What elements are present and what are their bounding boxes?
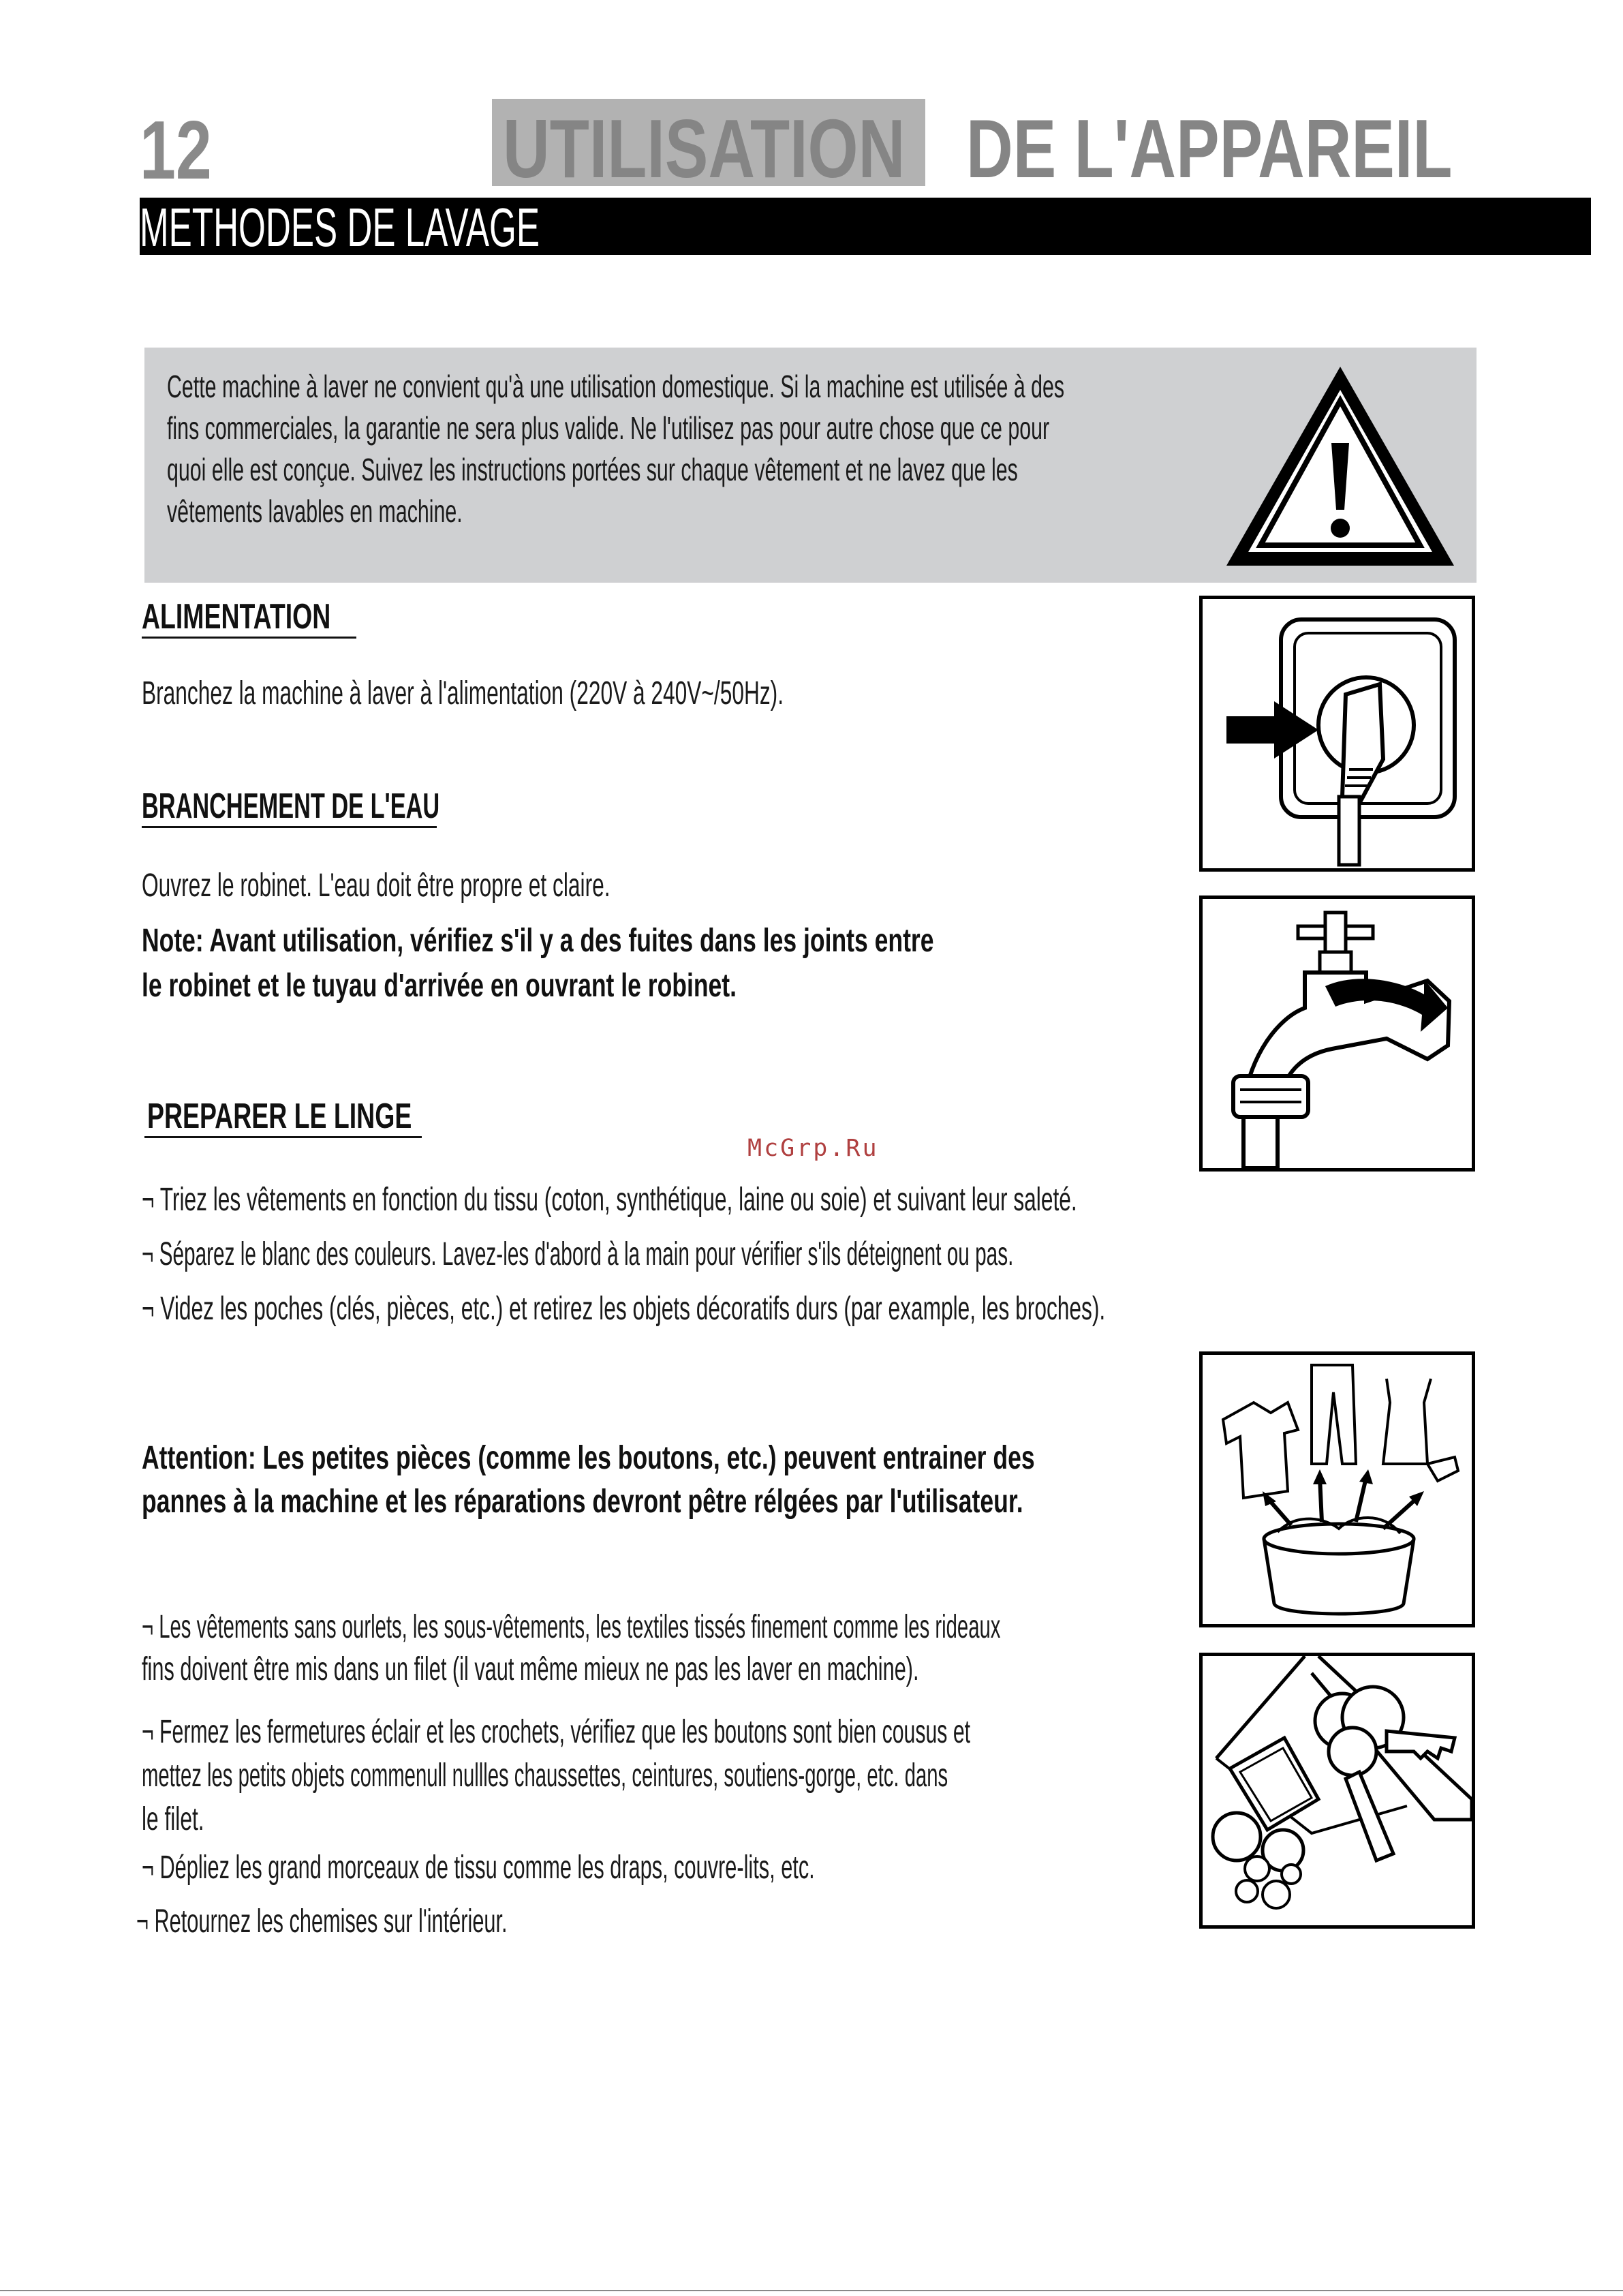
power-plug-illustration bbox=[1199, 596, 1475, 872]
attention-line: pannes à la machine et les réparations devront pêtre rélgées par l'utilisateur. bbox=[142, 1484, 1023, 1520]
warning-text-line: quoi elle est conçue. Suivez les instructions portées sur chaque vêtement et ne lavez que les bbox=[167, 452, 1018, 487]
keys-coins-icon bbox=[1203, 1656, 1472, 1925]
water-tap-illustration bbox=[1199, 896, 1475, 1172]
section-title: METHODES DE LAVAGE bbox=[140, 197, 540, 258]
warning-text-line: fins commerciales, la garantie ne sera plus valide. Ne l'utilisez pas pour autre chose que ce pour bbox=[167, 410, 1050, 446]
page-title-part2: DE L'APPAREIL bbox=[966, 102, 1453, 195]
warning-text-line: vêtements lavables en machine. bbox=[167, 493, 463, 529]
warning-triangle-icon bbox=[1221, 361, 1459, 572]
preparer-heading-underline bbox=[144, 1136, 422, 1138]
preparer-bullet-cont: fins doivent être mis dans un filet (il vaut même mieux ne pas les laver en machine). bbox=[142, 1651, 919, 1687]
warning-box bbox=[144, 348, 1477, 583]
pocket-items-illustration bbox=[1199, 1653, 1475, 1929]
branchement-note-line: le robinet et le tuyau d'arrivée en ouvrant le robinet. bbox=[142, 968, 737, 1004]
branchement-note-line: Note: Avant utilisation, vérifiez s'il y a des fuites dans les joints entre bbox=[142, 923, 934, 959]
preparer-bullet-cont: le filet. bbox=[142, 1801, 204, 1837]
preparer-bullet: ¬ Retournez les chemises sur l'intérieur. bbox=[136, 1903, 508, 1940]
watermark: McGrp.Ru bbox=[747, 1135, 879, 1162]
alimentation-heading: ALIMENTATION bbox=[142, 597, 331, 637]
power-plug-icon bbox=[1203, 599, 1472, 868]
warning-text-line: Cette machine à laver ne convient qu'à une utilisation domestique. Si la machine est utilisée à des bbox=[167, 369, 1065, 404]
page-number: 12 bbox=[140, 104, 212, 196]
branchement-heading-underline bbox=[142, 826, 437, 828]
alimentation-text: Branchez la machine à laver à l'alimentation (220V à 240V~/50Hz). bbox=[142, 675, 784, 711]
branchement-text: Ouvrez le robinet. L'eau doit être propre et claire. bbox=[142, 868, 610, 904]
alimentation-heading-underline bbox=[142, 637, 356, 639]
branchement-heading: BRANCHEMENT DE L'EAU bbox=[142, 786, 440, 826]
water-tap-icon bbox=[1203, 899, 1472, 1168]
attention-line: Attention: Les petites pièces (comme les boutons, etc.) peuvent entrainer des bbox=[142, 1440, 1035, 1476]
page-title-part1: UTILISATION bbox=[503, 102, 906, 195]
page-bottom-border bbox=[0, 2290, 1623, 2291]
preparer-bullet-cont: mettez les petits objets commenull nullles chaussettes, ceintures, soutiens-gorge, etc. dans bbox=[142, 1758, 948, 1794]
preparer-bullet: ¬ Dépliez les grand morceaux de tissu comme les draps, couvre-lits, etc. bbox=[142, 1850, 815, 1886]
preparer-bullet: ¬ Les vêtements sans ourlets, les sous-vêtements, les textiles tissés finement comme les rideaux bbox=[142, 1609, 1001, 1645]
preparer-bullet: ¬ Triez les vêtements en fonction du tissu (coton, synthétique, laine ou soie) et suivant leur saleté. bbox=[142, 1182, 1077, 1218]
preparer-bullet: ¬ Videz les poches (clés, pièces, etc.) et retirez les objets décoratifs durs (par example, les broches). bbox=[142, 1291, 1106, 1327]
preparer-bullet: ¬ Fermez les fermetures éclair et les crochets, vérifiez que les boutons sont bien cousus et bbox=[142, 1714, 971, 1750]
preparer-heading: PREPARER LE LINGE bbox=[147, 1097, 412, 1136]
preparer-bullet: ¬ Séparez le blanc des couleurs. Lavez-les d'abord à la main pour vérifier s'ils déteignent ou pas. bbox=[142, 1236, 1014, 1272]
